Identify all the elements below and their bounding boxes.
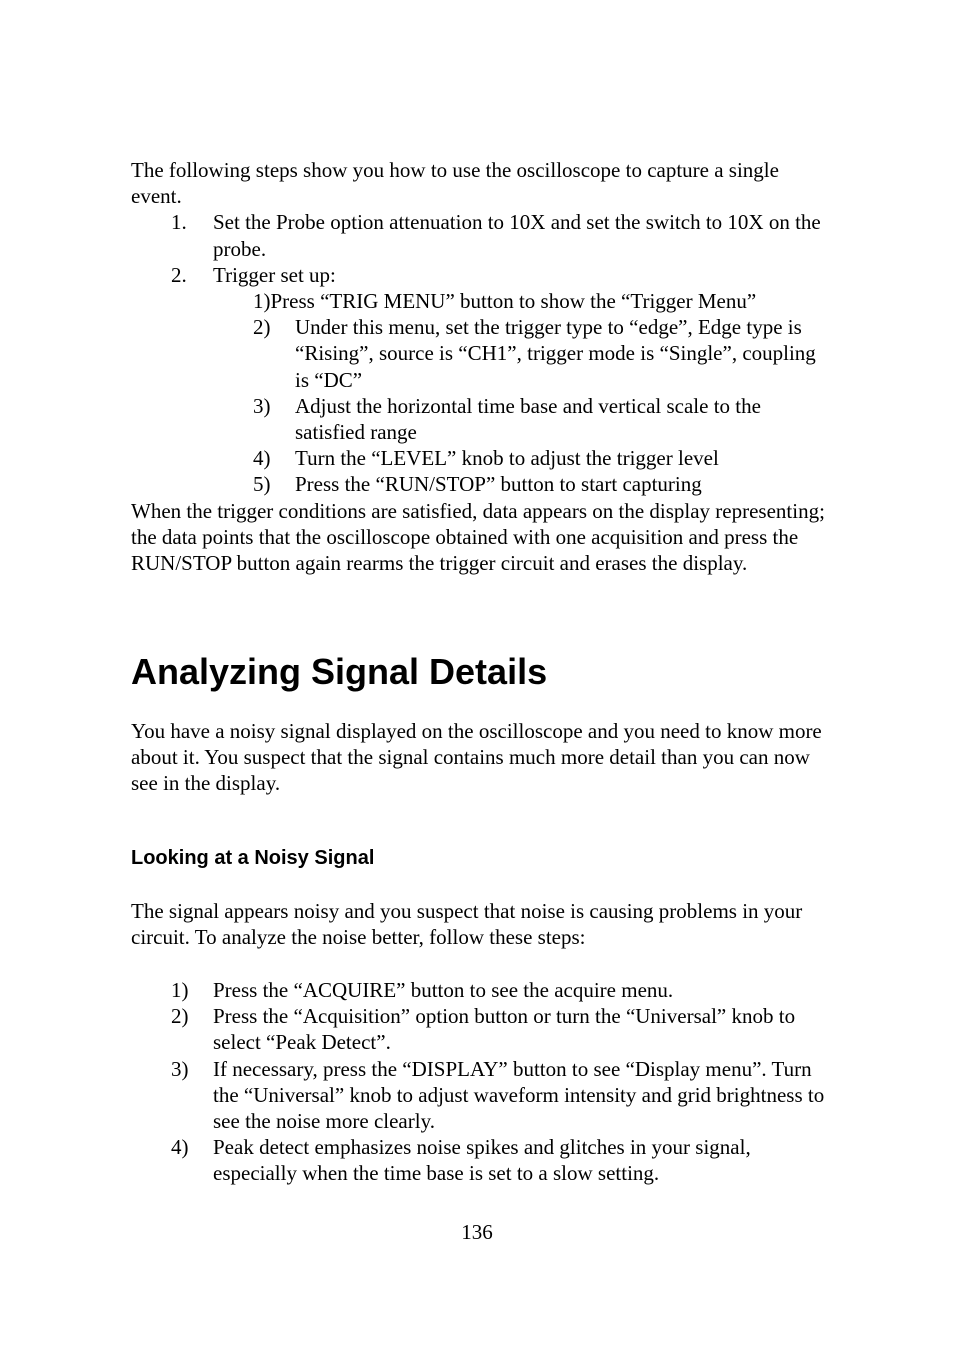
list-item [131, 1056, 831, 1135]
substep-text: 1)Press “TRIG MENU” button to show the “Trigger Menu” [253, 289, 757, 314]
substep-text: Adjust the horizontal time base and vertical scale to the satisfied range [295, 393, 761, 445]
step-number: 2) [171, 1004, 189, 1029]
noise-step-list [131, 977, 831, 1187]
trigger-substep-list [131, 288, 831, 498]
list-item [131, 314, 831, 393]
step-number: 1) [171, 978, 189, 1002]
step-number: 3) [171, 1056, 189, 1081]
list-item [131, 209, 831, 261]
step-number: 2. [171, 262, 187, 287]
list-item [131, 977, 831, 1003]
substep-number: 5) [253, 472, 271, 497]
list-item [131, 1134, 831, 1186]
list-item [131, 262, 831, 288]
closing-paragraph: When the trigger conditions are satisfied, data appears on the display representing; the data points that the oscilloscope obtained with one acquisition and press the RUN/STOP button again rearms the trigger circuit and erases the display. [131, 498, 825, 576]
intro-step-list [131, 209, 831, 288]
list-item [131, 288, 831, 314]
substep-number: 3) [253, 393, 271, 418]
substep-text: Turn the “LEVEL” knob to adjust the trigger level [295, 446, 719, 471]
subsection-heading: Looking at a Noisy Signal [131, 847, 375, 869]
page-number: 136 [461, 1220, 493, 1244]
step-text: Set the Probe option attenuation to 10X and set the switch to 10X on the probe. [213, 210, 821, 261]
list-item [131, 393, 831, 445]
step-number: 4) [171, 1135, 189, 1160]
substep-text: Under this menu, set the trigger type to “edge”, Edge type is “Rising”, source is “CH1”, trigger mode is “Single”, coupling is “DC” [295, 315, 816, 392]
intro-paragraph: The following steps show you how to use the oscilloscope to capture a single event. [131, 158, 779, 209]
step-text: Trigger set up: [213, 262, 336, 287]
subsection-paragraph: The signal appears noisy and you suspect that noise is causing problems in your circuit. To analyze the noise better, follow these steps: [131, 899, 803, 950]
step-number: 1. [171, 210, 187, 235]
substep-number: 4) [253, 446, 271, 471]
section-paragraph: You have a noisy signal displayed on the oscilloscope and you need to know more about it. You suspect that the signal contains much more detail than you can now see in the display. [131, 719, 822, 796]
intro-block [131, 157, 831, 576]
list-item [131, 1003, 831, 1055]
substep-number: 2) [253, 315, 271, 340]
substep-text: Press the “RUN/STOP” button to start capturing [295, 472, 702, 497]
step-text: Peak detect emphasizes noise spikes and glitches in your signal, especially when the time base is set to a slow setting. [213, 1135, 751, 1186]
step-text: Press the “Acquisition” option button or turn the “Universal” knob to select “Peak Detect”. [213, 1004, 796, 1055]
step-text: If necessary, press the “DISPLAY” button to see “Display menu”. Turn the “Universal” knob to adjust waveform intensity and grid brightness to see the noise more clearly. [213, 1056, 825, 1134]
step-text: Press the “ACQUIRE” button to see the acquire menu. [213, 978, 674, 1002]
list-item [131, 471, 831, 497]
list-item [131, 445, 831, 471]
section-heading: Analyzing Signal Details [131, 651, 548, 692]
